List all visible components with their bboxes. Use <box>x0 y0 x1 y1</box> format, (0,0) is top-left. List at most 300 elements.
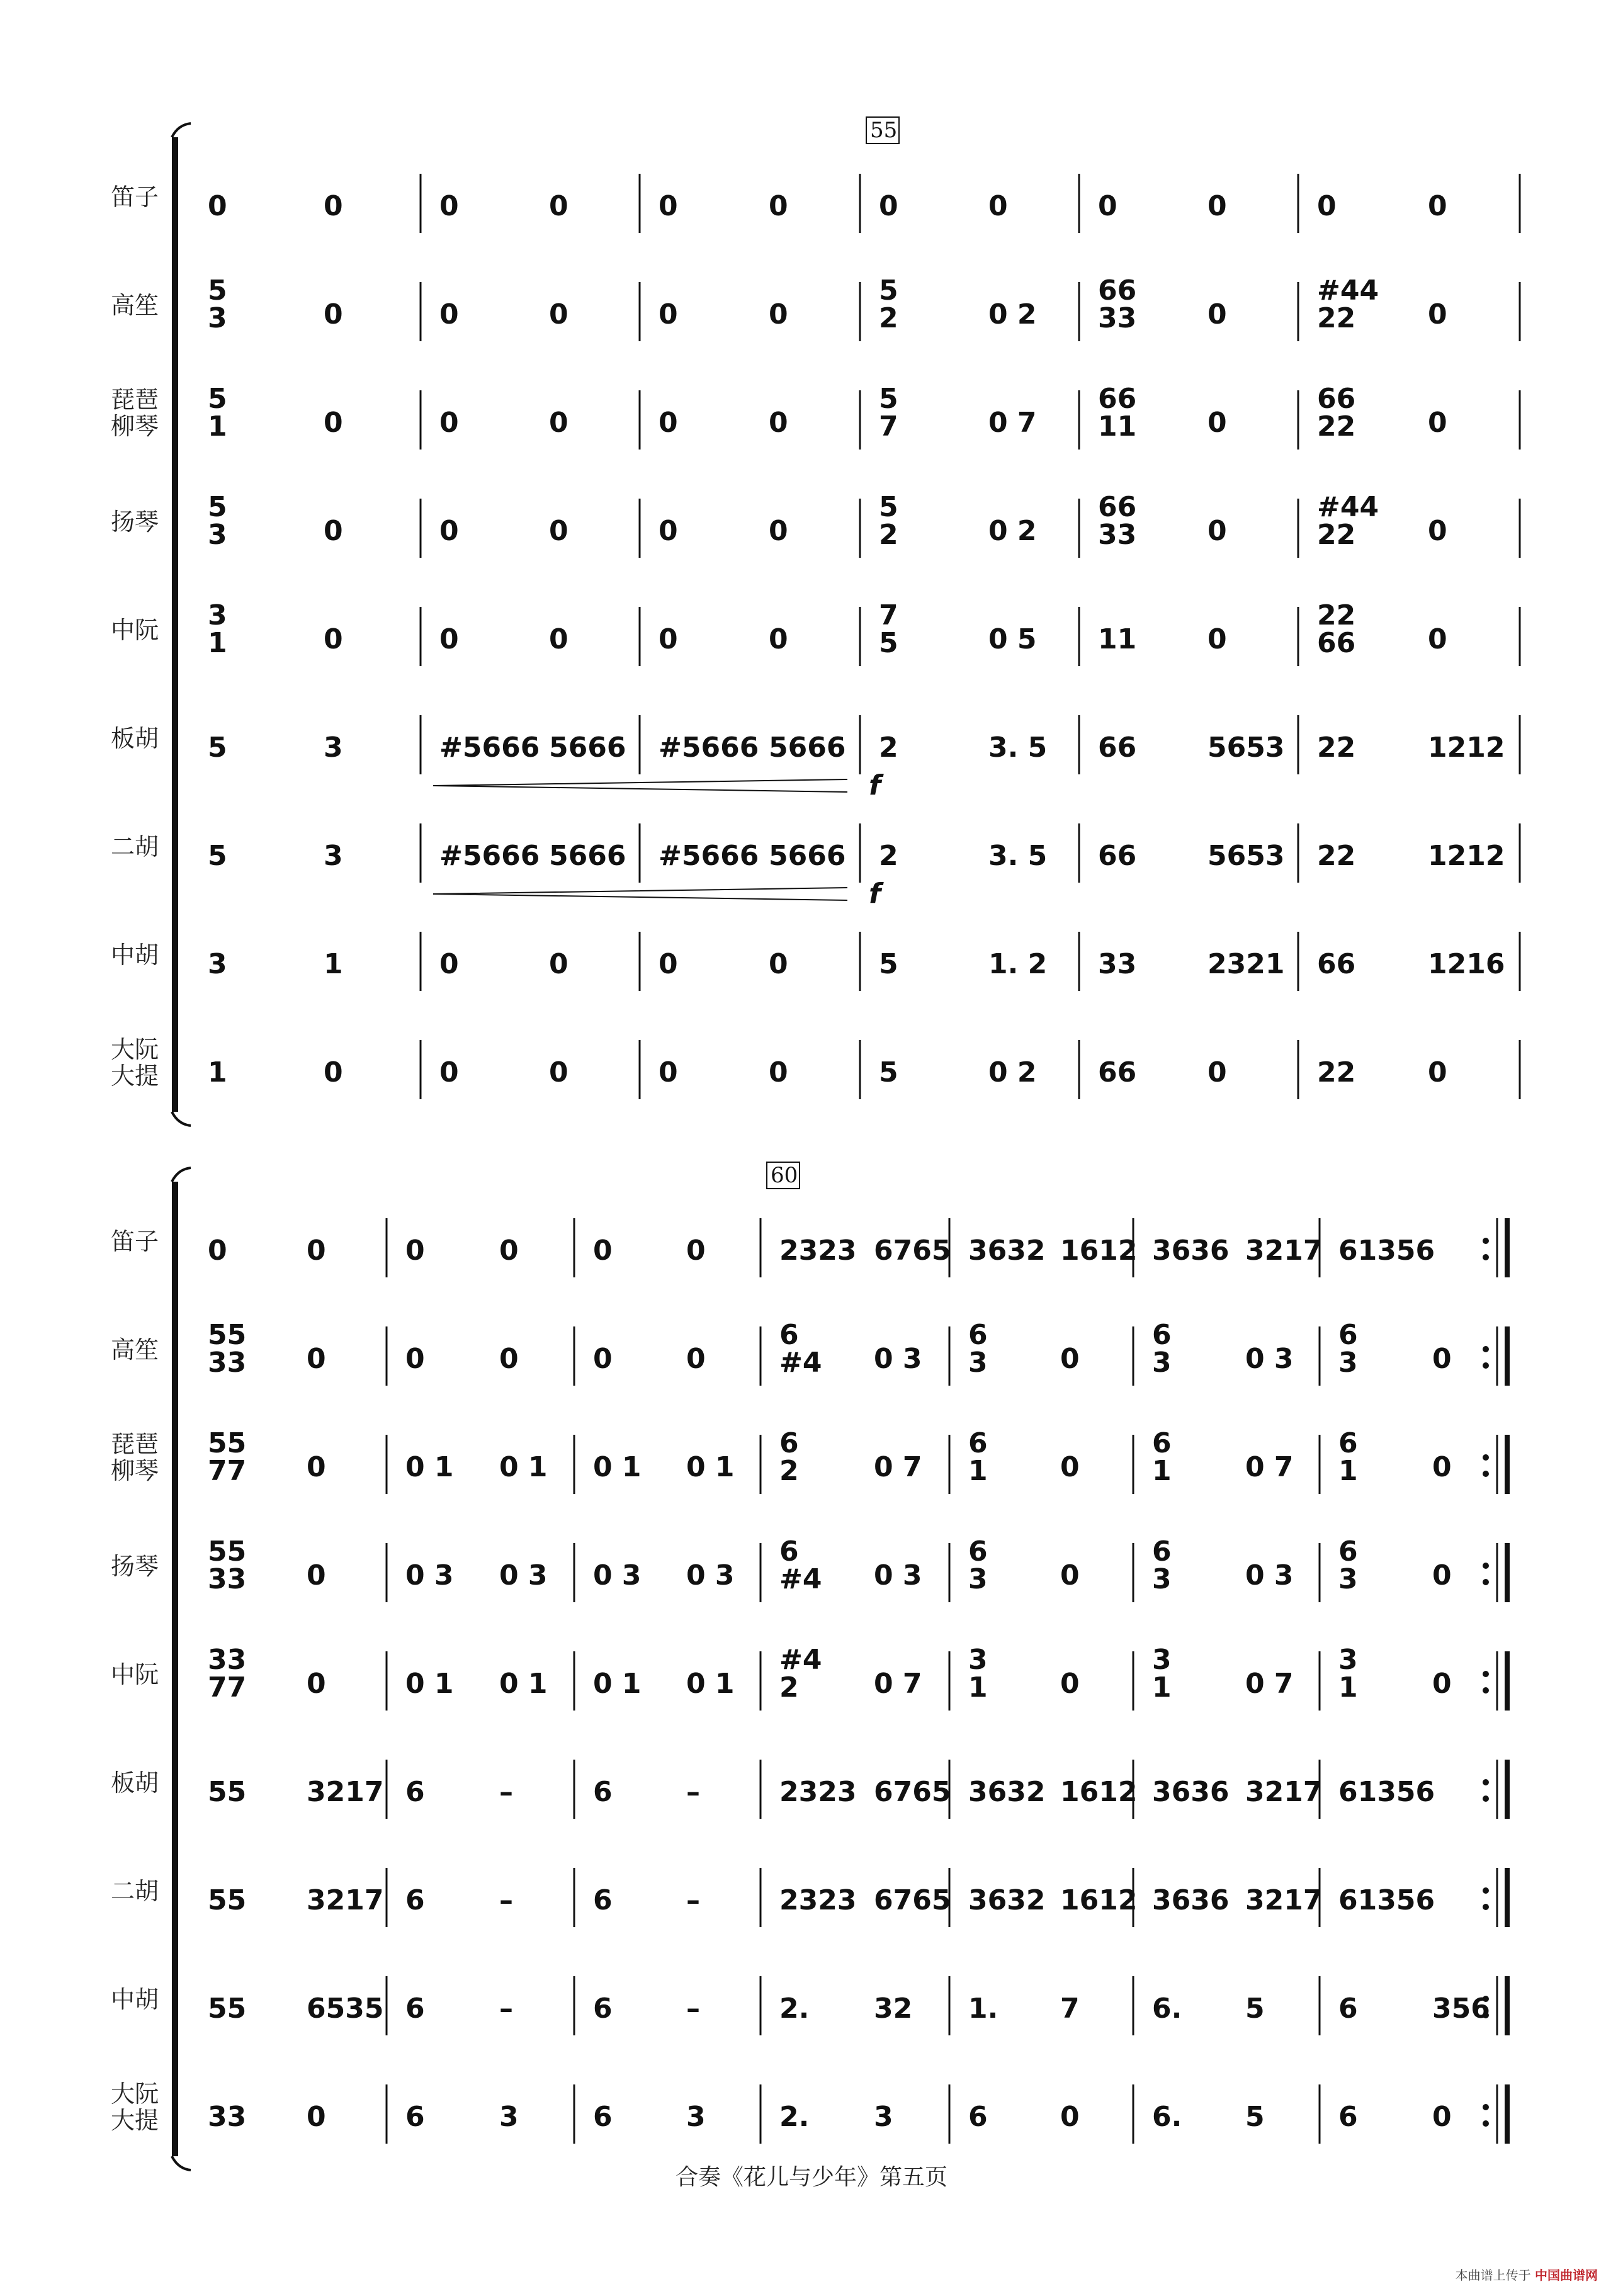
jianpu-note: – <box>499 1884 513 1916</box>
jianpu-note: 0 <box>439 190 459 222</box>
chord-upper-note: 33 <box>208 1644 247 1676</box>
chord-lower-note: 2 <box>779 1455 799 1487</box>
jianpu-note: 0 <box>439 298 459 331</box>
jianpu-note: 0 <box>1428 515 1447 547</box>
chord-upper-note: 6 <box>1152 1319 1172 1351</box>
jianpu-note: 2. <box>779 2101 810 2133</box>
jianpu-note: 22 <box>1317 840 1356 872</box>
instrument-label: 琵琶 <box>111 386 159 414</box>
repeat-dot <box>1483 2104 1489 2110</box>
watermark-prefix: 本曲谱上传于 <box>1455 2268 1531 2283</box>
jianpu-note: 6 <box>593 1884 613 1916</box>
jianpu-note: 0 <box>499 1343 519 1375</box>
jianpu-note: 0 1 <box>499 1668 548 1700</box>
crescendo-hairpin <box>433 779 847 792</box>
jianpu-note: 0 <box>439 407 459 439</box>
jianpu-note: 5666 <box>549 732 626 764</box>
chord-lower-note: 3 <box>968 1563 988 1595</box>
jianpu-note: 1 <box>208 1056 227 1089</box>
instrument-label: 扬琴 <box>111 1552 159 1580</box>
dynamic-mark: f <box>869 769 881 801</box>
instrument-label: 大提 <box>111 2107 159 2134</box>
chord-lower-note: 7 <box>879 410 898 443</box>
jianpu-note: 11 <box>1098 623 1137 655</box>
jianpu-note: 3 <box>874 2101 893 2133</box>
chord-upper-note: 3 <box>208 599 227 631</box>
jianpu-note: 5653 <box>1207 732 1285 764</box>
jianpu-note: 0 <box>549 515 568 547</box>
jianpu-note: 0 <box>686 1343 706 1375</box>
jianpu-note: 66 <box>1098 840 1137 872</box>
instrument-label: 中阮 <box>111 616 159 644</box>
chord-lower-note: 33 <box>1098 302 1137 334</box>
jianpu-note: #5666 <box>659 840 759 872</box>
instrument-label: 大阮 <box>111 2080 159 2108</box>
jianpu-note: 0 7 <box>1245 1451 1294 1483</box>
jianpu-note: 2323 <box>779 1776 857 1808</box>
jianpu-note: 0 <box>324 407 343 439</box>
jianpu-note: 55 <box>208 1776 247 1808</box>
chord-upper-note: 5 <box>208 491 227 523</box>
jianpu-note: 0 1 <box>593 1451 642 1483</box>
jianpu-note: 0 <box>324 623 343 655</box>
jianpu-note: 0 <box>549 623 568 655</box>
chord-lower-note: 33 <box>208 1347 247 1379</box>
jianpu-note: 0 1 <box>499 1451 548 1483</box>
jianpu-note: 0 <box>1207 407 1227 439</box>
chord-lower-note: 22 <box>1317 302 1356 334</box>
jianpu-note: 33 <box>208 2101 247 2133</box>
chord-lower-note: 33 <box>208 1563 247 1595</box>
jianpu-note: 0 3 <box>593 1559 642 1592</box>
repeat-dot <box>1483 1471 1489 1477</box>
jianpu-note: 0 7 <box>874 1668 922 1700</box>
jianpu-note: – <box>686 1993 700 2025</box>
jianpu-note: 0 <box>208 190 227 222</box>
jianpu-note: 0 <box>324 1056 343 1089</box>
jianpu-note: 5 <box>879 1056 898 1089</box>
jianpu-note: 3 <box>324 840 343 872</box>
instrument-label: 中胡 <box>111 941 159 969</box>
repeat-dot <box>1483 1671 1489 1677</box>
chord-lower-note: 1 <box>968 1455 988 1487</box>
instrument-label: 大阮 <box>111 1036 159 1063</box>
jianpu-note: 0 <box>324 298 343 331</box>
jianpu-note: 5666 <box>549 840 626 872</box>
jianpu-note: 356 <box>1432 1993 1490 2025</box>
chord-upper-note: 6 <box>968 1427 988 1459</box>
jianpu-note: 3 <box>499 2101 519 2133</box>
chord-lower-note: 5 <box>879 627 898 659</box>
instrument-label: 柳琴 <box>111 1457 159 1484</box>
jianpu-note: 0 <box>659 190 678 222</box>
repeat-dot <box>1483 1362 1489 1369</box>
chord-lower-note: 11 <box>1098 410 1137 443</box>
jianpu-note: 5666 <box>769 732 846 764</box>
chord-lower-note: 2 <box>779 1671 799 1704</box>
jianpu-note: 6 <box>405 1884 425 1916</box>
chord-upper-note: 6 <box>1152 1535 1172 1568</box>
chord-upper-note: 6 <box>779 1427 799 1459</box>
instrument-label: 笛子 <box>111 1228 159 1255</box>
jianpu-note: 2321 <box>1207 948 1285 980</box>
instrument-label: 高笙 <box>111 291 159 319</box>
jianpu-note: 1216 <box>1428 948 1505 980</box>
jianpu-note: 61356 <box>1338 1776 1435 1808</box>
jianpu-note: 5 <box>879 948 898 980</box>
chord-upper-note: 6 <box>1338 1427 1358 1459</box>
jianpu-note: 22 <box>1317 732 1356 764</box>
jianpu-note: 0 <box>593 1343 613 1375</box>
repeat-dot <box>1483 1579 1489 1585</box>
jianpu-note: 22 <box>1317 1056 1356 1089</box>
chord-lower-note: 3 <box>1152 1347 1172 1379</box>
chord-lower-note: 22 <box>1317 410 1356 443</box>
jianpu-note: 3636 <box>1152 1884 1230 1916</box>
chord-upper-note: 6 <box>779 1319 799 1351</box>
jianpu-note: 0 <box>659 948 678 980</box>
instrument-label: 中阮 <box>111 1661 159 1688</box>
jianpu-note: 0 <box>769 948 788 980</box>
jianpu-note: 3632 <box>968 1235 1046 1267</box>
rehearsal-mark: 60 <box>771 1163 798 1188</box>
jianpu-note: 0 <box>307 1668 326 1700</box>
jianpu-note: 0 3 <box>499 1559 548 1592</box>
chord-lower-note: 3 <box>1338 1563 1358 1595</box>
jianpu-note: 0 3 <box>405 1559 454 1592</box>
jianpu-note: 0 <box>1060 1451 1080 1483</box>
jianpu-note: 55 <box>208 1993 247 2025</box>
jianpu-note: 0 <box>1098 190 1117 222</box>
jianpu-note: 0 <box>1432 1343 1452 1375</box>
jianpu-note: 0 <box>324 515 343 547</box>
chord-lower-note: 1 <box>1338 1671 1358 1704</box>
jianpu-note: 3. 5 <box>988 732 1048 764</box>
jianpu-note: 0 <box>307 2101 326 2133</box>
chord-lower-note: 1 <box>208 410 227 443</box>
jianpu-note: 3217 <box>1245 1235 1323 1267</box>
jianpu-note: 0 <box>1060 1559 1080 1592</box>
chord-lower-note: 1 <box>1152 1671 1172 1704</box>
instrument-label: 二胡 <box>111 833 159 861</box>
chord-lower-note: #4 <box>779 1347 822 1379</box>
instrument-label: 扬琴 <box>111 508 159 536</box>
bracket-hook-top <box>172 123 191 137</box>
jianpu-note: 0 <box>1060 1668 1080 1700</box>
chord-upper-note: #4 <box>779 1644 822 1676</box>
jianpu-note: 0 2 <box>988 515 1037 547</box>
jianpu-note: 2. <box>779 1993 810 2025</box>
jianpu-note: 0 <box>549 190 568 222</box>
instrument-label: 笛子 <box>111 183 159 211</box>
jianpu-note: 0 <box>499 1235 519 1267</box>
jianpu-note: 6 <box>405 1993 425 2025</box>
jianpu-note: 3217 <box>1245 1776 1323 1808</box>
jianpu-note: 0 <box>307 1235 326 1267</box>
jianpu-note: 0 <box>405 1235 425 1267</box>
jianpu-note: 0 3 <box>874 1559 922 1592</box>
jianpu-note: 0 <box>307 1343 326 1375</box>
chord-upper-note: 5 <box>879 491 898 523</box>
chord-upper-note: 6 <box>1338 1319 1358 1351</box>
watermark <box>1456 2265 1598 2283</box>
jianpu-note: 0 <box>769 190 788 222</box>
jianpu-note: 7 <box>1060 1993 1080 2025</box>
jianpu-note: 5 <box>208 732 227 764</box>
repeat-dot <box>1483 1796 1489 1802</box>
jianpu-note: 1. <box>968 1993 998 2025</box>
repeat-dot <box>1483 1687 1489 1694</box>
jianpu-note: 6. <box>1152 1993 1182 2025</box>
chord-upper-note: 6 <box>779 1535 799 1568</box>
jianpu-note: 6. <box>1152 2101 1182 2133</box>
jianpu-note: 0 <box>1207 515 1227 547</box>
jianpu-note: 6 <box>593 1993 613 2025</box>
jianpu-note: 6 <box>405 2101 425 2133</box>
jianpu-note: 66 <box>1317 948 1356 980</box>
chord-upper-note: 6 <box>968 1319 988 1351</box>
jianpu-note: 0 <box>659 515 678 547</box>
jianpu-note: 32 <box>874 1993 913 2025</box>
jianpu-note: 0 <box>1428 407 1447 439</box>
jianpu-note: 0 <box>659 1056 678 1089</box>
jianpu-note: 0 <box>1428 623 1447 655</box>
jianpu-note: 0 3 <box>1245 1343 1294 1375</box>
jianpu-note: 5666 <box>769 840 846 872</box>
instrument-label: 板胡 <box>111 1769 159 1797</box>
repeat-dot <box>1483 1254 1489 1260</box>
instrument-label: 中胡 <box>111 1986 159 2013</box>
chord-lower-note: 66 <box>1317 627 1356 659</box>
chord-lower-note: 1 <box>1152 1455 1172 1487</box>
jianpu-note: 61356 <box>1338 1235 1435 1267</box>
jianpu-note: 1 <box>324 948 343 980</box>
chord-upper-note: 6 <box>1338 1535 1358 1568</box>
jianpu-note: 0 <box>659 407 678 439</box>
jianpu-note: – <box>686 1884 700 1916</box>
jianpu-note: 0 <box>1432 1451 1452 1483</box>
jianpu-note: #5666 <box>439 732 540 764</box>
jianpu-note: 0 <box>1207 623 1227 655</box>
jianpu-note: 0 <box>1428 298 1447 331</box>
jianpu-note: #5666 <box>439 840 540 872</box>
jianpu-note: 6 <box>1338 2101 1358 2133</box>
chord-lower-note: 2 <box>879 519 898 551</box>
chord-lower-note: 22 <box>1317 519 1356 551</box>
jianpu-note: 1612 <box>1060 1235 1138 1267</box>
jianpu-note: 1212 <box>1428 840 1505 872</box>
jianpu-note: 0 <box>769 1056 788 1089</box>
jianpu-note: 0 3 <box>1245 1559 1294 1592</box>
repeat-dot <box>1483 1887 1489 1894</box>
repeat-dot <box>1483 1779 1489 1785</box>
chord-upper-note: 55 <box>208 1535 247 1568</box>
jianpu-note: 33 <box>1098 948 1137 980</box>
jianpu-note: 0 1 <box>593 1668 642 1700</box>
jianpu-note: 0 2 <box>988 298 1037 331</box>
jianpu-note: 0 <box>769 298 788 331</box>
chord-lower-note: 3 <box>968 1347 988 1379</box>
repeat-dot <box>1483 1238 1489 1244</box>
jianpu-note: 3 <box>686 2101 706 2133</box>
jianpu-note: 0 <box>1432 1559 1452 1592</box>
jianpu-note: 6 <box>405 1776 425 1808</box>
bracket-hook-bottom <box>172 1112 191 1126</box>
jianpu-note: 1. 2 <box>988 948 1048 980</box>
jianpu-note: 0 <box>549 948 568 980</box>
jianpu-note: 0 <box>307 1559 326 1592</box>
jianpu-note: 6765 <box>874 1884 951 1916</box>
chord-upper-note: 5 <box>208 274 227 307</box>
chord-upper-note: 66 <box>1317 383 1356 415</box>
instrument-label: 琵琶 <box>111 1430 159 1458</box>
jianpu-note: 0 7 <box>874 1451 922 1483</box>
jianpu-note: 0 <box>988 190 1008 222</box>
chord-upper-note: 5 <box>208 383 227 415</box>
jianpu-note: 0 <box>549 1056 568 1089</box>
chord-upper-note: 55 <box>208 1319 247 1351</box>
jianpu-note: 0 <box>1207 1056 1227 1089</box>
jianpu-note: 0 <box>1432 1668 1452 1700</box>
chord-lower-note: #4 <box>779 1563 822 1595</box>
jianpu-note: 3. 5 <box>988 840 1048 872</box>
jianpu-note: 6 <box>593 2101 613 2133</box>
jianpu-note: 0 <box>439 623 459 655</box>
jianpu-note: 6 <box>968 2101 988 2133</box>
jianpu-note: 5653 <box>1207 840 1285 872</box>
rehearsal-mark: 55 <box>870 118 898 143</box>
repeat-dot <box>1483 1904 1489 1910</box>
jianpu-note: 0 1 <box>686 1451 735 1483</box>
dynamic-mark: f <box>869 878 881 910</box>
jianpu-note: – <box>499 1993 513 2025</box>
jianpu-note: #5666 <box>659 732 759 764</box>
jianpu-note: 3636 <box>1152 1235 1230 1267</box>
bracket-hook-top <box>172 1168 191 1182</box>
repeat-dot <box>1483 2120 1489 2127</box>
jianpu-note: 1612 <box>1060 1776 1138 1808</box>
page-footer: 合奏《花儿与少年》第五页 <box>675 2164 947 2190</box>
jianpu-note: 3217 <box>307 1884 384 1916</box>
jianpu-note: 0 <box>1060 2101 1080 2133</box>
jianpu-note: 0 <box>208 1235 227 1267</box>
chord-upper-note: 5 <box>879 383 898 415</box>
jianpu-note: 0 <box>1207 190 1227 222</box>
instrument-label: 板胡 <box>111 725 159 752</box>
chord-upper-note: 5 <box>879 274 898 307</box>
repeat-dot <box>1483 1563 1489 1569</box>
jianpu-note: 0 <box>307 1451 326 1483</box>
chord-lower-note: 3 <box>1152 1563 1172 1595</box>
jianpu-note: 0 <box>686 1235 706 1267</box>
jianpu-note: 6 <box>593 1776 613 1808</box>
jianpu-note: 3217 <box>1245 1884 1323 1916</box>
jianpu-note: 1612 <box>1060 1884 1138 1916</box>
chord-upper-note: #44 <box>1317 491 1379 523</box>
chord-upper-note: 3 <box>1152 1644 1172 1676</box>
chord-lower-note: 1 <box>208 627 227 659</box>
jianpu-note: 2 <box>879 732 898 764</box>
jianpu-note: 5 <box>1245 2101 1265 2133</box>
instrument-label: 大提 <box>111 1062 159 1090</box>
chord-lower-note: 33 <box>1098 519 1137 551</box>
jianpu-note: 0 <box>769 623 788 655</box>
jianpu-note: 5 <box>1245 1993 1265 2025</box>
jianpu-note: 0 1 <box>405 1668 454 1700</box>
jianpu-note: 2 <box>879 840 898 872</box>
jianpu-note: 0 <box>769 515 788 547</box>
repeat-dot <box>1483 1346 1489 1352</box>
jianpu-note: 0 3 <box>874 1343 922 1375</box>
jianpu-note: 6765 <box>874 1776 951 1808</box>
jianpu-note: 0 <box>879 190 898 222</box>
jianpu-note: 0 <box>659 298 678 331</box>
jianpu-note: 61356 <box>1338 1884 1435 1916</box>
chord-upper-note: 55 <box>208 1427 247 1459</box>
jianpu-note: 0 <box>1207 298 1227 331</box>
repeat-dot <box>1483 1454 1489 1461</box>
jianpu-note: 0 7 <box>1245 1668 1294 1700</box>
jianpu-note: 0 <box>1060 1343 1080 1375</box>
jianpu-note: 0 <box>549 407 568 439</box>
jianpu-note: 1212 <box>1428 732 1505 764</box>
chord-lower-note: 2 <box>879 302 898 334</box>
chord-lower-note: 3 <box>208 519 227 551</box>
jianpu-note: 0 <box>659 623 678 655</box>
jianpu-note: 6 <box>1338 1993 1358 2025</box>
jianpu-note: 3 <box>208 948 227 980</box>
chord-upper-note: #44 <box>1317 274 1379 307</box>
chord-upper-note: 6 <box>968 1535 988 1568</box>
chord-upper-note: 66 <box>1098 274 1137 307</box>
watermark-site: 中国曲谱网 <box>1535 2268 1598 2283</box>
chord-lower-note: 77 <box>208 1455 247 1487</box>
jianpu-note: 5 <box>208 840 227 872</box>
jianpu-note: 0 <box>1432 2101 1452 2133</box>
jianpu-note: 2323 <box>779 1235 857 1267</box>
jianpu-note: 0 <box>324 190 343 222</box>
chord-upper-note: 66 <box>1098 383 1137 415</box>
jianpu-note: 0 <box>405 1343 425 1375</box>
jianpu-note: 0 7 <box>988 407 1037 439</box>
score-system-1 <box>111 117 1520 1126</box>
chord-upper-note: 66 <box>1098 491 1137 523</box>
chord-upper-note: 3 <box>968 1644 988 1676</box>
chord-upper-note: 7 <box>879 599 898 631</box>
jianpu-note: 0 1 <box>686 1668 735 1700</box>
chord-upper-note: 22 <box>1317 599 1356 631</box>
jianpu-note: – <box>499 1776 513 1808</box>
jianpu-note: 0 3 <box>686 1559 735 1592</box>
jianpu-note: 3632 <box>968 1776 1046 1808</box>
chord-upper-note: 6 <box>1152 1427 1172 1459</box>
instrument-label: 柳琴 <box>111 412 159 440</box>
jianpu-note: 0 <box>549 298 568 331</box>
jianpu-note: 3 <box>324 732 343 764</box>
jianpu-note: 6535 <box>307 1993 384 2025</box>
jianpu-note: 0 <box>439 1056 459 1089</box>
jianpu-note: 0 <box>439 515 459 547</box>
chord-lower-note: 77 <box>208 1671 247 1704</box>
jianpu-note: 0 <box>1428 190 1447 222</box>
jianpu-note: 0 <box>769 407 788 439</box>
jianpu-note: 2323 <box>779 1884 857 1916</box>
chord-lower-note: 1 <box>1338 1455 1358 1487</box>
jianpu-note: 55 <box>208 1884 247 1916</box>
chord-lower-note: 1 <box>968 1671 988 1704</box>
jianpu-note: 0 5 <box>988 623 1037 655</box>
score-system-2 <box>111 1162 1507 2170</box>
